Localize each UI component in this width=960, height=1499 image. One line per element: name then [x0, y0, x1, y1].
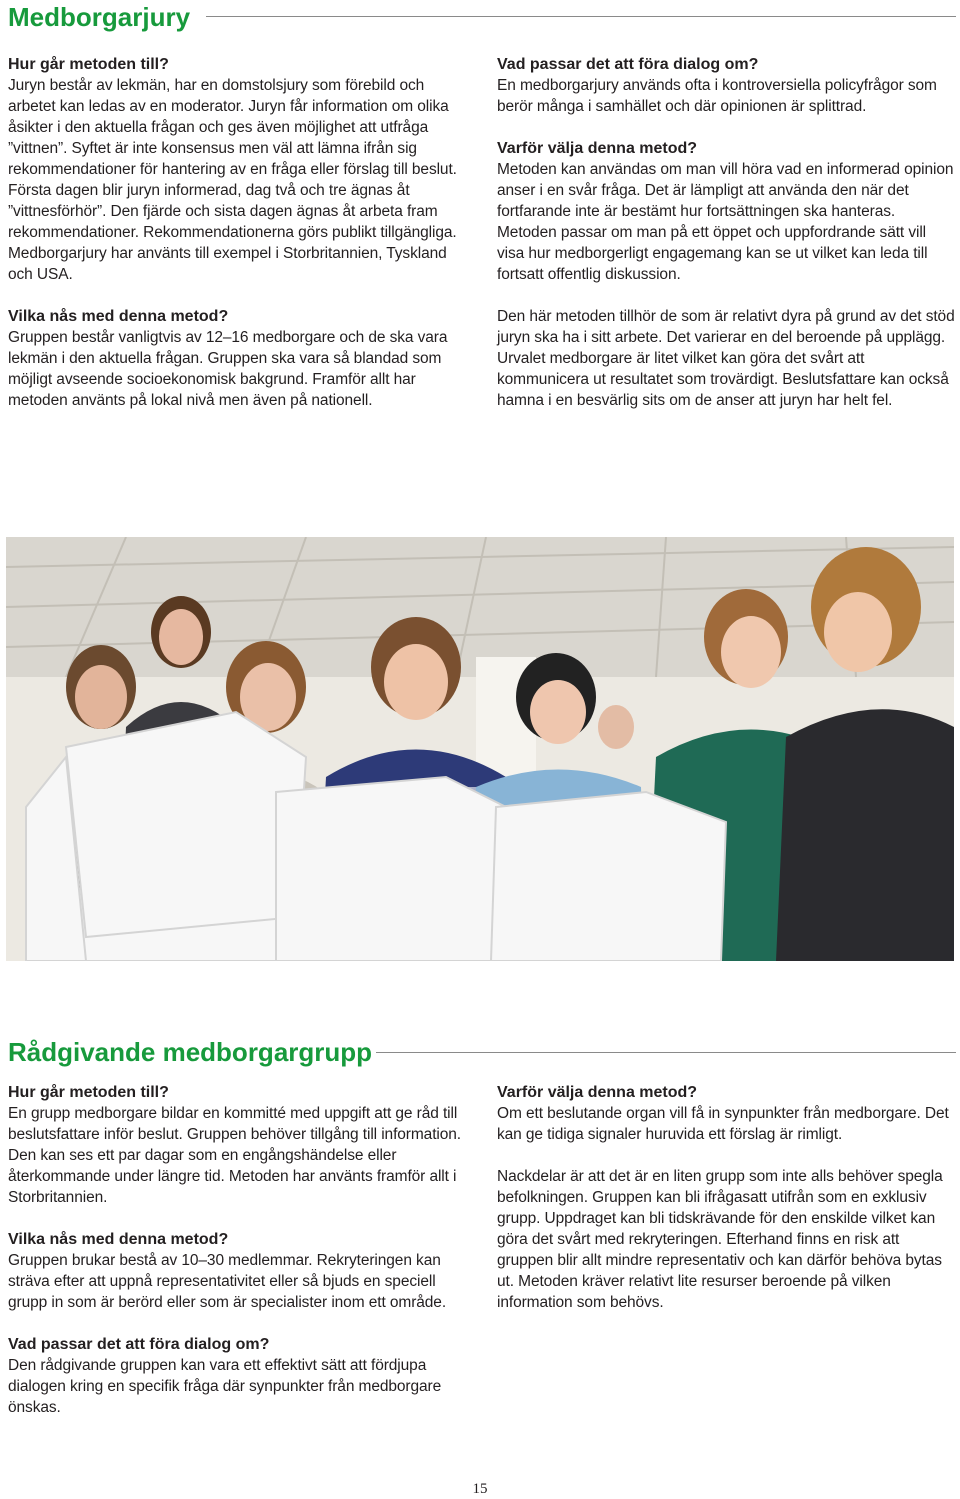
- section-paragraph: En medborgarjury används ofta i kontroversiella policyfrågor som berör många i samhället och där opinionen är splittrad.: [497, 77, 937, 115]
- page-number: 15: [472, 1481, 488, 1497]
- section1-right-column: [497, 54, 955, 411]
- section-paragraph: Nackdelar är att det är en liten grupp som inte alls behöver spegla befolkningen. Gruppen kan bli ifrågasatt utifrån som en exklusiv grupp. Uppdraget kan bli tidskrävande för den enskilde vilket kan göra det svårt med rekryteringen. Efterhand finns en risk att gruppen blir allt mindre representativ och kan därför behöva bytas ut. Metoden kräver relativt lite resurser beroende på vilken information som behövs.: [497, 1168, 943, 1311]
- section2-right-column: [497, 1082, 955, 1313]
- section-heading: Varför välja denna metod?: [497, 140, 698, 157]
- section-paragraph: Gruppen brukar bestå av 10–30 medlemmar. Rekryteringen kan sträva efter att uppnå representativitet eller så bjuds en speciell grupp in som är berörd eller som är specialister inom ett område.: [8, 1252, 447, 1311]
- section-heading: Varför välja denna metod?: [497, 1084, 698, 1101]
- section-paragraph: En grupp medborgare bildar en kommitté med uppgift att ge råd till beslutsfattare inför beslut. Gruppen behöver tillgång till information. Den kan ses ett par dagar som en engångshändelse eller återkommande under längre tid. Metoden har använts framför allt i Storbritannien.: [8, 1105, 461, 1206]
- section-heading: Hur går metoden till?: [8, 1084, 169, 1101]
- section-heading: Vad passar det att föra dialog om?: [8, 1336, 270, 1353]
- photo-illustration: [6, 537, 954, 961]
- section-paragraph: Om ett beslutande organ vill få in synpunkter från medborgare. Det kan ge tidiga signaler huruvida ett förslag är rimligt.: [497, 1105, 949, 1143]
- title-rule: [376, 1052, 956, 1053]
- section1-left-column: [8, 54, 466, 411]
- section-title: Medborgarjury: [8, 2, 191, 32]
- section-heading: Vilka nås med denna metod?: [8, 1231, 229, 1248]
- section-paragraph: Metoden kan användas om man vill höra vad en informerad opinion anser i en svår fråga. Det är lämpligt att använda den när det fortfarande inte är bestämt hur fortsättningen ska hanteras. Metoden passar om man på ett öppet och uppfordrande sätt vill visa hur medborgerligt engagemang kan se ut vilket kan leda till fortsatt offentlig diskussion.: [497, 161, 954, 283]
- title-rule: [206, 16, 956, 17]
- section2-left-column: [8, 1082, 466, 1418]
- section-heading: Hur går metoden till?: [8, 56, 169, 73]
- section-paragraph: Den rådgivande gruppen kan vara ett effektivt sätt att fördjupa dialogen kring en specifik fråga där synpunkter från medborgare önskas.: [8, 1357, 442, 1416]
- section-paragraph: Gruppen består vanligtvis av 12–16 medborgare och de ska vara lekmän i den aktuella frågan. Gruppen ska vara så blandad som möjligt avseende socioekonomisk bakgrund. Framför allt har metoden använts på lokal nivå men även på nationell.: [8, 329, 448, 409]
- group-photo: [6, 537, 954, 961]
- section-heading: Vad passar det att föra dialog om?: [497, 56, 759, 73]
- section-paragraph: Den här metoden tillhör de som är relativt dyra på grund av det stöd juryn ska ha i sitt arbete. Det varierar en del beroende på upplägg. Urvalet medborgare är litet vilket kan göra det svårt att kommunicera ut resultatet som trovärdigt. Beslutsfattare kan också hamna i en besvärlig sits om de anser att juryn har helt fel.: [497, 308, 955, 409]
- section-heading: Vilka nås med denna metod?: [8, 308, 229, 325]
- section-paragraph: Juryn består av lekmän, har en domstolsjury som förebild och arbetet kan ledas av en moderator. Juryn får information om olika åsikter i den aktuella frågan och ges även möjlighet att utfråga ”vittnen”. Syftet är inte konsensus men väl att lämna ifrån sig rekommendationer för hantering av en fråga eller förslag till beslut. Första dagen blir juryn informerad, dag två och tre ägnas åt ”vittnesförhör”. Den fjärde och sista dagen ägnas åt arbeta fram rekommendationer. Rekommendationerna görs publikt tillgängliga. Medborgarjury har använts till exempel i Storbritannien, Tyskland och USA.: [8, 77, 457, 283]
- section-title: Rådgivande medborgargrupp: [8, 1037, 373, 1067]
